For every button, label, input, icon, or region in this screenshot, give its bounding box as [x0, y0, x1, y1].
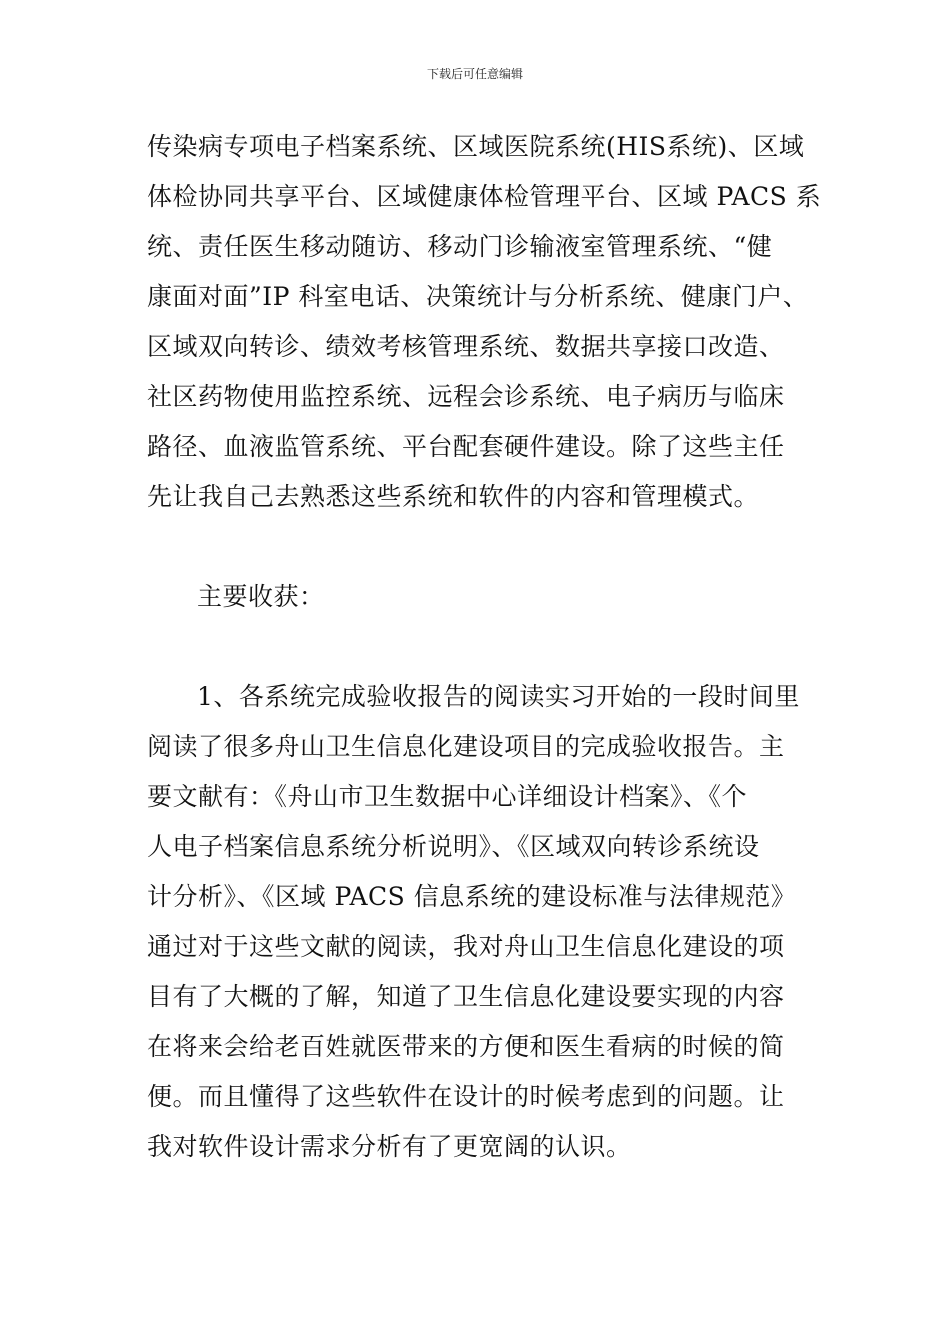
text-line: 康面对面”IP 科室电话、决策统计与分析系统、健康门户、: [147, 282, 809, 311]
text-line: 区域双向转诊、绩效考核管理系统、数据共享接口改造、: [147, 332, 785, 361]
paragraph-systems-list: [147, 122, 847, 522]
text-line: 体检协同共享平台、区域健康体检管理平台、区域 PACS 系: [147, 182, 822, 211]
text-line: 我对软件设计需求分析有了更宽阔的认识。: [147, 1132, 632, 1161]
text-line: 在将来会给老百姓就医带来的方便和医生看病的时候的简: [147, 1032, 785, 1061]
text-line: 计分析》、《区域 PACS 信息系统的建设标准与法律规范》: [147, 882, 797, 911]
section-heading: 主要收获：: [197, 582, 325, 611]
text-line: 便。而且懂得了这些软件在设计的时候考虑到的问题。让: [147, 1082, 785, 1111]
text-line: 要文献有：《舟山市卫生数据中心详细设计档案》、《个: [147, 782, 748, 811]
text-line: 社区药物使用监控系统、远程会诊系统、电子病历与临床: [147, 382, 785, 411]
text-line: 路径、血液监管系统、平台配套硬件建设。除了这些主任: [147, 432, 785, 461]
text-line: 先让我自己去熟悉这些系统和软件的内容和管理模式。: [147, 482, 760, 511]
text-line: 统、责任医生移动随访、移动门诊输液室管理系统、“健: [147, 232, 773, 261]
text-line: 阅读了很多舟山卫生信息化建设项目的完成验收报告。主: [147, 732, 785, 761]
text-line: 传染病专项电子档案系统、区域医院系统(HIS系统)、区域: [147, 132, 805, 161]
paragraph-main-gains: [147, 672, 847, 1172]
text-line: 1、各系统完成验收报告的阅读实习开始的一段时间里: [197, 682, 800, 711]
text-line: 目有了大概的了解，知道了卫生信息化建设要实现的内容: [147, 982, 785, 1011]
text-line: 通过对于这些文献的阅读，我对舟山卫生信息化建设的项: [147, 932, 785, 961]
text-line: 人电子档案信息系统分析说明》、《区域双向转诊系统设: [147, 832, 760, 861]
section-heading-block: [147, 572, 847, 622]
page-header: 下载后可任意编辑: [426, 67, 523, 81]
